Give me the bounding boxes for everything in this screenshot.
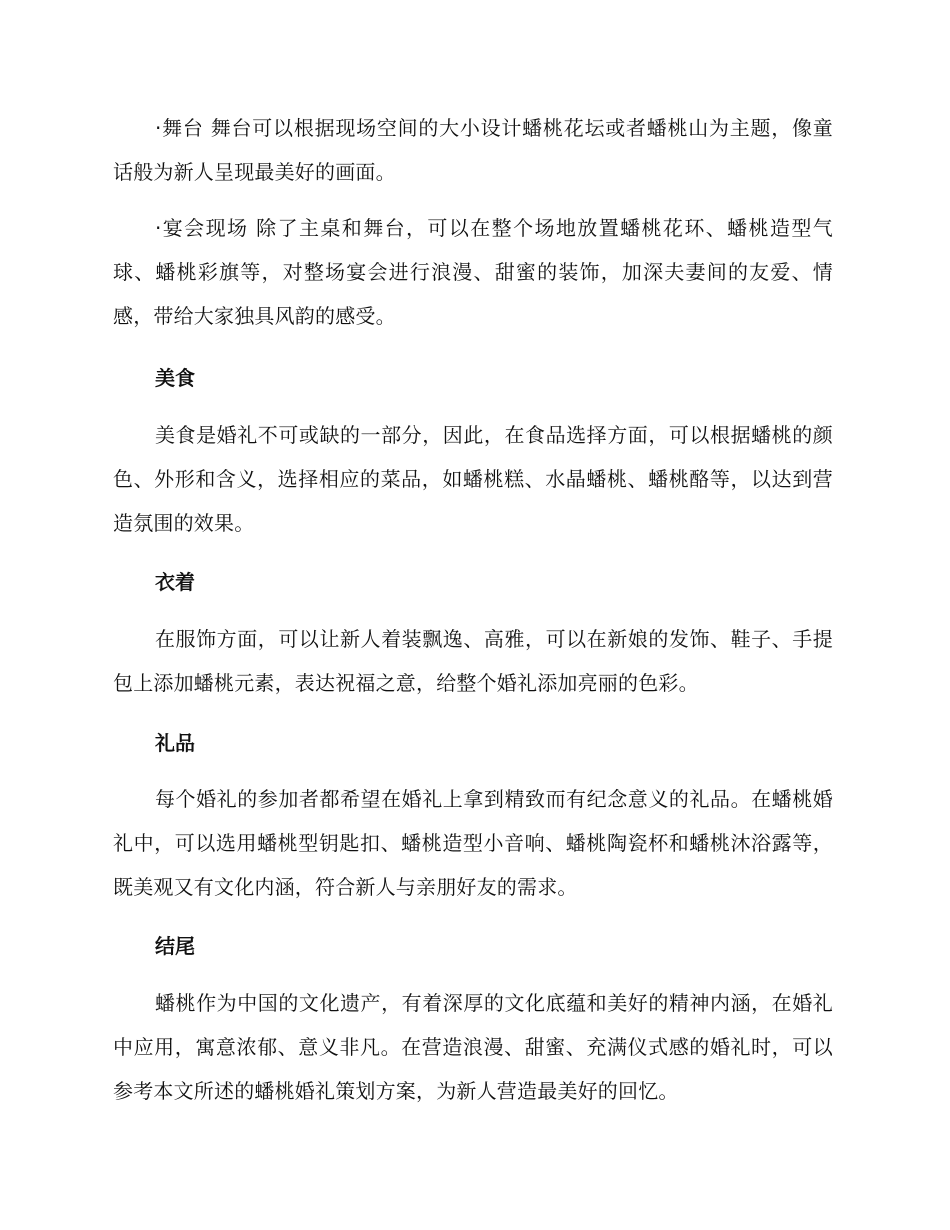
bullet-dot: · bbox=[155, 216, 162, 240]
ending-paragraph: 蟠桃作为中国的文化遗产，有着深厚的文化底蕴和美好的精神内涵，在婚礼中应用，寓意浓郁、意义非凡。在营造浪漫、甜蜜、充满仪式感的婚礼时，可以参考本文所述的蟠桃婚礼策划方案，为新人营造最美好的回忆。 bbox=[113, 991, 833, 1103]
bullet-dot: · bbox=[155, 116, 162, 140]
food-heading: 美食 bbox=[155, 366, 195, 390]
clothing-heading: 衣着 bbox=[155, 570, 195, 594]
banquet-paragraph bbox=[113, 206, 833, 338]
ending-heading: 结尾 bbox=[155, 934, 195, 958]
banquet-label: 宴会现场 bbox=[161, 216, 249, 240]
food-paragraph: 美食是婚礼不可或缺的一部分，因此，在食品选择方面，可以根据蟠桃的颜色、外形和含义，选择相应的菜品，如蟠桃糕、水晶蟠桃、蟠桃酪等，以达到营造氛围的效果。 bbox=[113, 423, 833, 535]
banquet-text: 除了主桌和舞台，可以在整个场地放置蟠桃花环、蟠桃造型气球、蟠桃彩旗等，对整场宴会进行浪漫、甜蜜的装饰，加深夫妻间的友爱、情感，带给大家独具风韵的感受。 bbox=[113, 216, 833, 328]
stage-label: 舞台 bbox=[161, 116, 204, 140]
clothing-paragraph: 在服饰方面，可以让新人着装飘逸、高雅，可以在新娘的发饰、鞋子、手提包上添加蟠桃元素，表达祝福之意，给整个婚礼添加亮丽的色彩。 bbox=[113, 627, 833, 695]
stage-text: 舞台可以根据现场空间的大小设计蟠桃花坛或者蟠桃山为主题，像童话般为新人呈现最美好的画面。 bbox=[113, 116, 834, 184]
stage-paragraph bbox=[113, 106, 833, 194]
gifts-paragraph: 每个婚礼的参加者都希望在婚礼上拿到精致而有纪念意义的礼品。在蟠桃婚礼中，可以选用蟠桃型钥匙扣、蟠桃造型小音响、蟠桃陶瓷杯和蟠桃沐浴露等，既美观又有文化内涵，符合新人与亲朋好友的需求。 bbox=[113, 787, 833, 899]
gifts-heading: 礼品 bbox=[155, 731, 195, 755]
